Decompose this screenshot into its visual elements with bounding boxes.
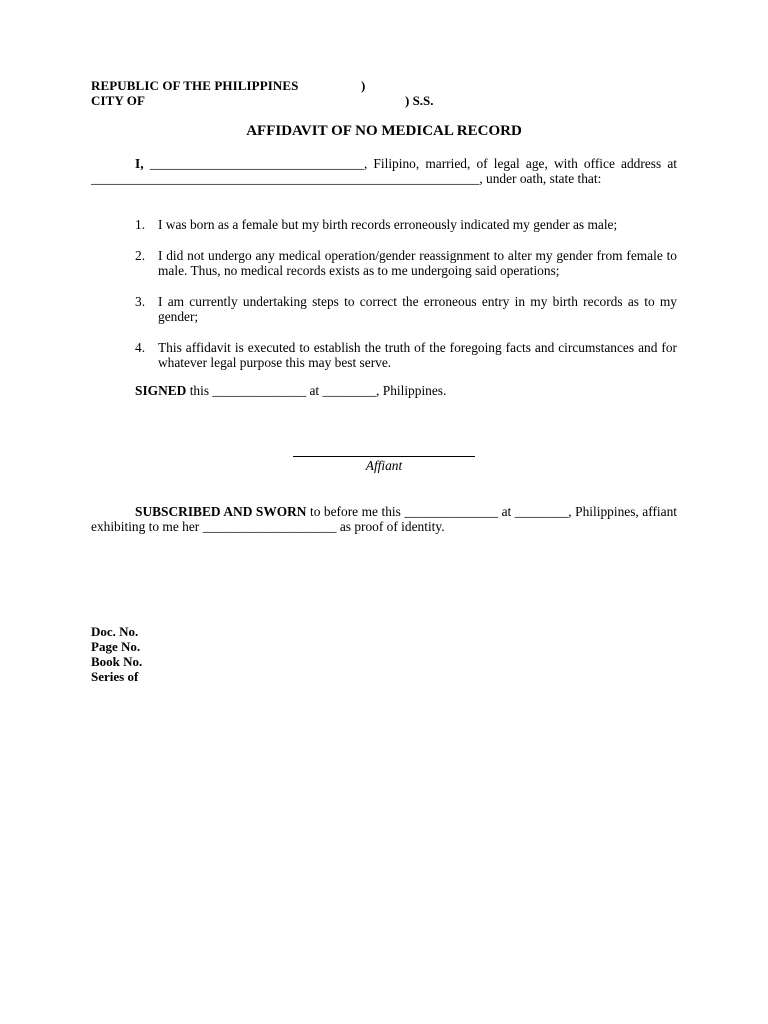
header-city: CITY OF [91,93,146,108]
doc-no-label: Doc. No. [91,624,139,639]
list-item [135,248,677,278]
page-no-label: Page No. [91,639,141,654]
statement-list [135,217,677,386]
list-item-number: 1. [135,217,146,232]
affiant-label: Affiant [365,458,403,473]
document-title: AFFIDAVIT OF NO MEDICAL RECORD [246,123,522,139]
list-item [135,294,677,324]
signed-text: this ______________ at ________, Philippines. [186,383,447,398]
subscribed-text: to before me this ______________ at ________, Philippines, affiant exhibiting to me her ____________________ as proof of identity. [91,504,677,534]
list-item-text: I am currently undertaking steps to correct the erroneous entry in my birth records as to my gender; [158,294,677,324]
intro-text: ________________________________, Filipino, married, of legal age, with office address at __________________________________________________________, under oath, state that: [91,156,677,186]
list-item-text: This affidavit is executed to establish the truth of the foregoing facts and circumstances and for whatever legal purpose this may best serve. [158,340,677,370]
signed-line [135,383,446,398]
subscribed-lead: SUBSCRIBED AND SWORN [135,504,307,519]
book-no-label: Book No. [91,654,143,669]
list-item [135,340,677,370]
list-item [135,217,677,232]
list-item-text: I was born as a female but my birth records erroneously indicated my gender as male; [158,217,618,232]
intro-lead: I, [135,156,144,171]
list-item-text: I did not undergo any medical operation/gender reassignment to alter my gender from female to male. Thus, no medical records exists as to me undergoing said operations; [158,248,677,278]
signed-lead: SIGNED [135,383,187,398]
subscribed-paragraph [91,504,677,534]
series-label: Series of [91,669,139,684]
signature-line [293,456,475,457]
list-item-number: 2. [135,248,146,263]
header-ss: ) S.S. [405,93,434,108]
header-paren: ) [361,78,366,93]
list-item-number: 4. [135,340,146,355]
intro-paragraph [91,156,677,186]
list-item-number: 3. [135,294,146,309]
header-republic: REPUBLIC OF THE PHILIPPINES [91,78,299,93]
notarial-doc-info [91,624,142,684]
